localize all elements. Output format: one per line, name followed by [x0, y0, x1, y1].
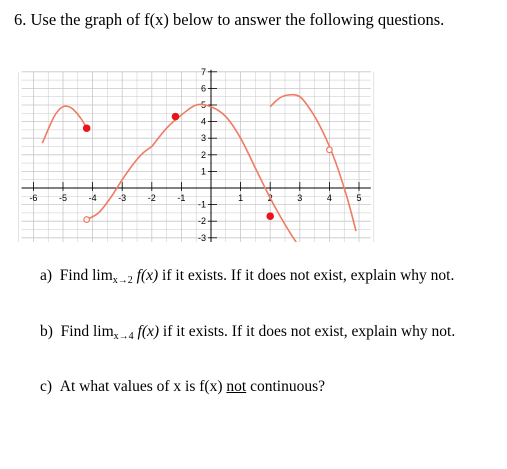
part-a-find: Find lim [59, 267, 113, 284]
x-tick-label: -5 [58, 193, 68, 203]
part-a-rest: if it exists. If it does not exist, explain why not. [158, 267, 455, 284]
x-tick-label: -1 [177, 193, 186, 203]
x-tick-label: -4 [88, 193, 97, 203]
part-a-subscript: x→2 [112, 275, 133, 286]
part-c [40, 377, 325, 397]
curve-piece-2 [87, 147, 152, 220]
curve-piece-1 [42, 106, 86, 143]
open-point [84, 217, 90, 223]
x-tick-label: 2 [267, 193, 273, 203]
part-c-post: continuous? [246, 378, 325, 395]
x-tick-label: 1 [238, 193, 244, 203]
y-tick-label: 4 [200, 116, 206, 127]
question-number: 6. [14, 10, 27, 29]
part-c-label: c) [40, 378, 53, 395]
y-tick-label: 2 [200, 149, 206, 160]
closed-point [172, 113, 179, 120]
y-tick-label: -2 [197, 216, 206, 227]
y-tick-label: 6 [200, 83, 206, 94]
y-tick-label: 1 [200, 166, 206, 177]
x-tick-label: 3 [297, 193, 303, 203]
question-title [14, 10, 444, 30]
part-b-label: b) [40, 323, 53, 340]
part-c-pre: At what values of x is f(x) [59, 378, 227, 395]
y-tick-label: 5 [200, 100, 206, 110]
part-a-fx: f(x) [136, 267, 159, 284]
open-point [327, 147, 333, 153]
function-graph [0, 32, 507, 242]
x-tick-label: 4 [326, 193, 332, 203]
question-text: Use the graph of f(x) below to answer the following questions. [30, 10, 445, 29]
y-tick-label: -1 [197, 199, 206, 210]
x-tick-label: 5 [356, 193, 362, 203]
part-b [40, 322, 455, 344]
part-b-rest: if it exists. If it does not exist, explain why not. [159, 323, 456, 340]
part-c-underlined: not [226, 378, 247, 395]
closed-point [267, 213, 274, 220]
part-b-fx: f(x) [137, 323, 160, 340]
closed-point [83, 125, 90, 132]
x-tick-label: -2 [147, 193, 156, 203]
part-b-subscript: x→4 [113, 331, 134, 342]
y-tick-label: -3 [197, 232, 206, 242]
y-tick-label: 7 [200, 66, 206, 77]
x-tick-label: -3 [118, 193, 127, 203]
y-tick-label: 3 [200, 133, 206, 144]
part-b-find: Find lim [60, 323, 114, 340]
part-a [40, 266, 454, 288]
part-a-label: a) [40, 267, 53, 284]
grid [19, 72, 374, 242]
x-tick-label: -6 [29, 193, 38, 203]
